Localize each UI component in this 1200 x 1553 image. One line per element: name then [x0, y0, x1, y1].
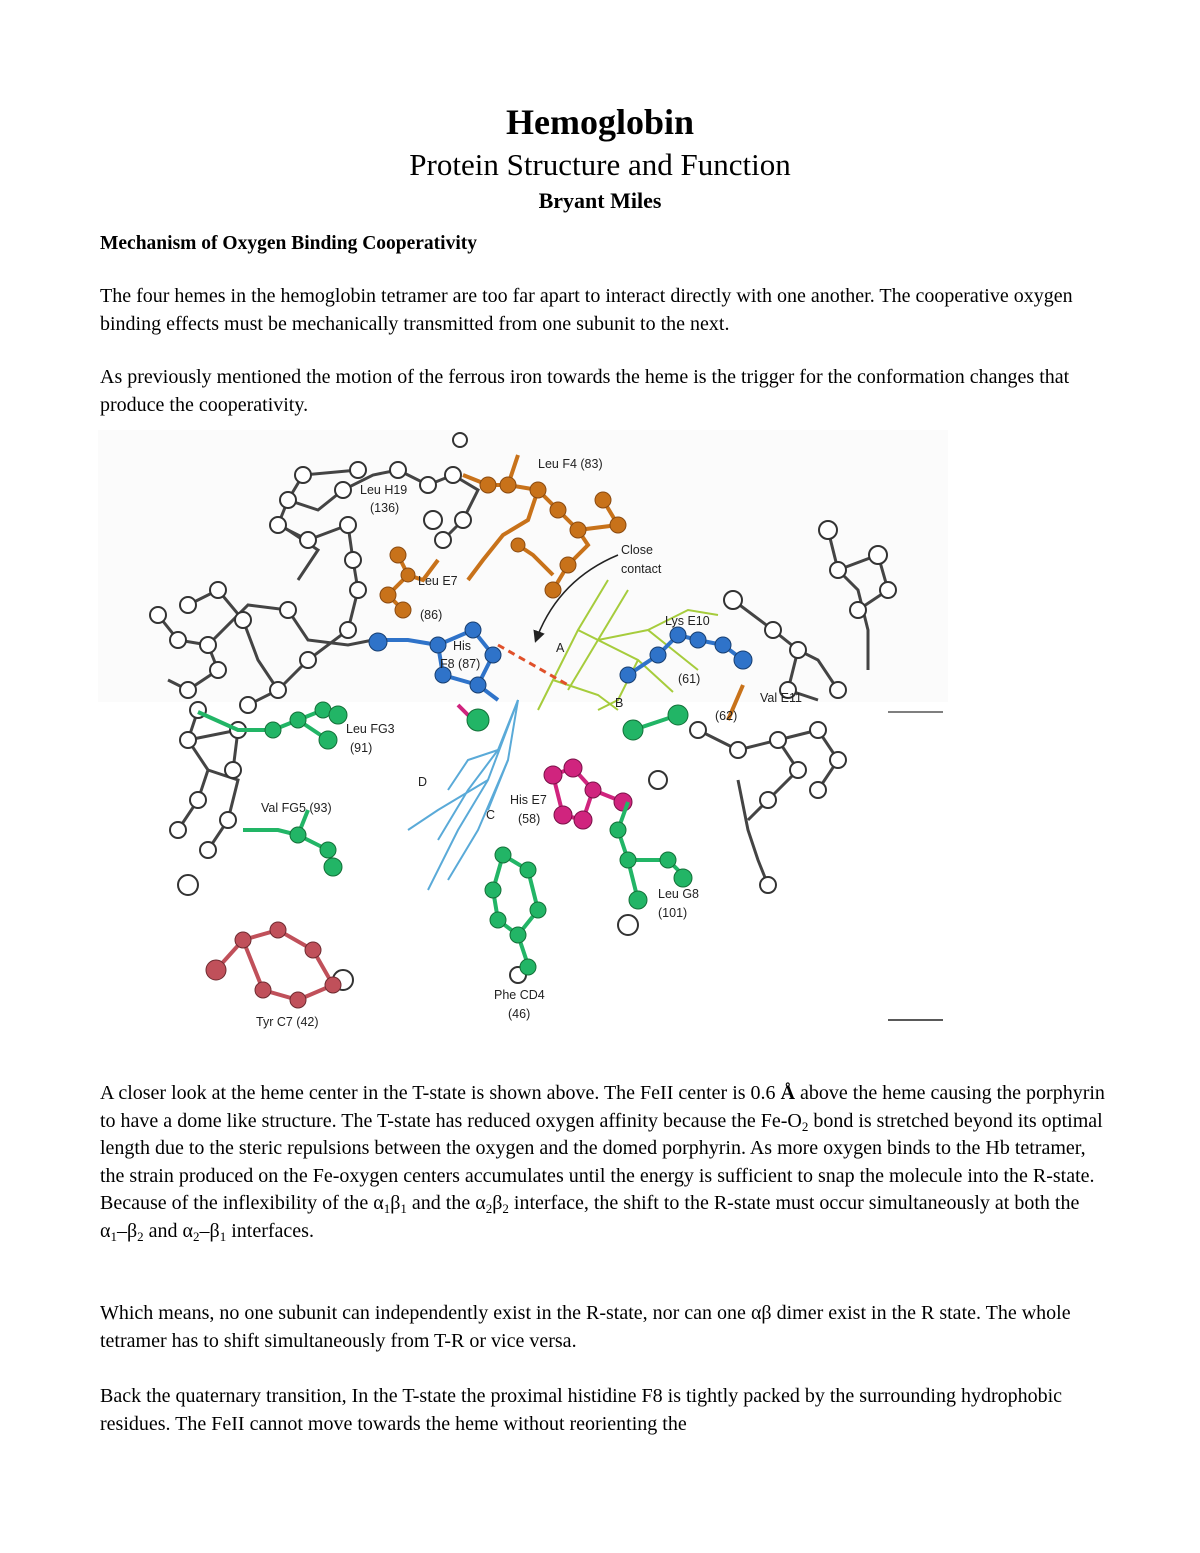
p3-text-g: interface, the shift to the R-state must occur simultaneously at both the α: [100, 1192, 1080, 1242]
label-contact: contact: [621, 562, 662, 576]
p3-text-c: bond is stretched beyond its optimal length due to the steric repulsions between the oxygen and the domed porphyrin. As more oxygen binds to the Hb tetramer, the strain produced on the Fe-oxygen centers accumulates until the energy is sufficient to snap the molecule into the R-state. Because of the inflexibility of the α: [100, 1109, 1103, 1214]
label-leu-g8-num: (101): [658, 906, 688, 920]
label-leu-fg3: Leu FG3: [346, 722, 395, 736]
subscript: 2: [502, 1201, 509, 1216]
p3-text-j: –β: [199, 1219, 220, 1242]
label-heme-d: D: [418, 775, 428, 789]
label-his-f8-num: F8 (87): [440, 657, 481, 671]
label-leu-e7: Leu E7: [418, 574, 458, 588]
label-tyr-c7: Tyr C7 (42): [256, 1015, 319, 1029]
label-heme-b: B: [615, 696, 624, 710]
p3-text-i: and α: [143, 1219, 194, 1242]
label-leu-e7-num: (86): [420, 608, 443, 622]
label-lys-e10: Lys E10: [665, 614, 710, 628]
heme-center-figure: [98, 430, 948, 1030]
label-close: Close: [621, 543, 653, 557]
p3-text-k: interfaces.: [226, 1219, 314, 1242]
paragraph-2: As previously mentioned the motion of the ferrous iron towards the heme is the trigger for the conformation changes that produce the cooperativity.: [100, 366, 1070, 416]
subscript: 2: [137, 1228, 144, 1244]
angstrom-symbol: Å: [780, 1082, 796, 1104]
p3-text-h: –β: [116, 1219, 138, 1242]
document-subtitle: Protein Structure and Function: [409, 147, 791, 182]
subscript: 2: [485, 1201, 493, 1216]
paragraph-4: Which means, no one subunit can independently exist in the R-state, nor can one αβ dimer exist in the R state. The whole tetramer has to shift simultaneously from T-R or vice versa.: [100, 1302, 1071, 1352]
p3-text-b: above the heme causing the porphyrin to have a dome like structure. The T-state has reduced oxygen affinity because the Fe-O: [100, 1082, 1105, 1132]
o2-subscript: 2: [801, 1118, 809, 1134]
paragraph-3: [100, 1080, 1110, 1245]
label-heme-c: C: [486, 808, 496, 822]
document-title: Hemoglobin: [505, 102, 694, 142]
label-leu-h19-num: (136): [370, 501, 400, 515]
subscript: 1: [110, 1228, 117, 1244]
p3-text-f: β: [492, 1192, 503, 1214]
p3-text-a: A closer look at the heme center in the T-state is shown above. The FeII center is 0.6: [100, 1082, 781, 1104]
label-leu-h19: Leu H19: [360, 483, 408, 497]
p3-text-d: β: [390, 1192, 401, 1214]
paragraph-5: Back the quaternary transition, In the T-state the proximal histidine F8 is tightly packed by the surrounding hydrophobic residues. The FeII cannot move towards the heme without reorienting the: [100, 1385, 1063, 1435]
subscript: 2: [193, 1228, 200, 1244]
p3-text-e: and the α: [406, 1192, 486, 1214]
label-heme-a: A: [556, 641, 565, 655]
document-author: Bryant Miles: [538, 188, 662, 213]
label-val-e11-num: (62): [715, 709, 738, 723]
label-phe-cd4-num: (46): [508, 1007, 531, 1021]
label-his-e7: His E7: [510, 793, 547, 807]
label-his-e7-num: (58): [518, 812, 541, 826]
label-leu-g8: Leu G8: [658, 887, 700, 901]
subscript: 1: [400, 1201, 407, 1216]
label-val-fg5: Val FG5 (93): [261, 801, 332, 815]
label-leu-fg3-num: (91): [350, 741, 373, 755]
label-lys-e10-num: (61): [678, 672, 701, 686]
label-phe-cd4: Phe CD4: [494, 988, 545, 1002]
section-heading: Mechanism of Oxygen Binding Cooperativity: [100, 233, 478, 254]
subscript: 1: [383, 1201, 391, 1216]
label-leu-f4: Leu F4 (83): [538, 457, 603, 471]
label-his-f8: His: [453, 639, 472, 653]
label-val-e11: Val E11: [760, 691, 802, 705]
paragraph-1: The four hemes in the hemoglobin tetramer are too far apart to interact directly with one another. The cooperative oxygen binding effects must be mechanically transmitted from one subunit to the next.: [100, 285, 1073, 335]
subscript: 1: [219, 1228, 227, 1244]
